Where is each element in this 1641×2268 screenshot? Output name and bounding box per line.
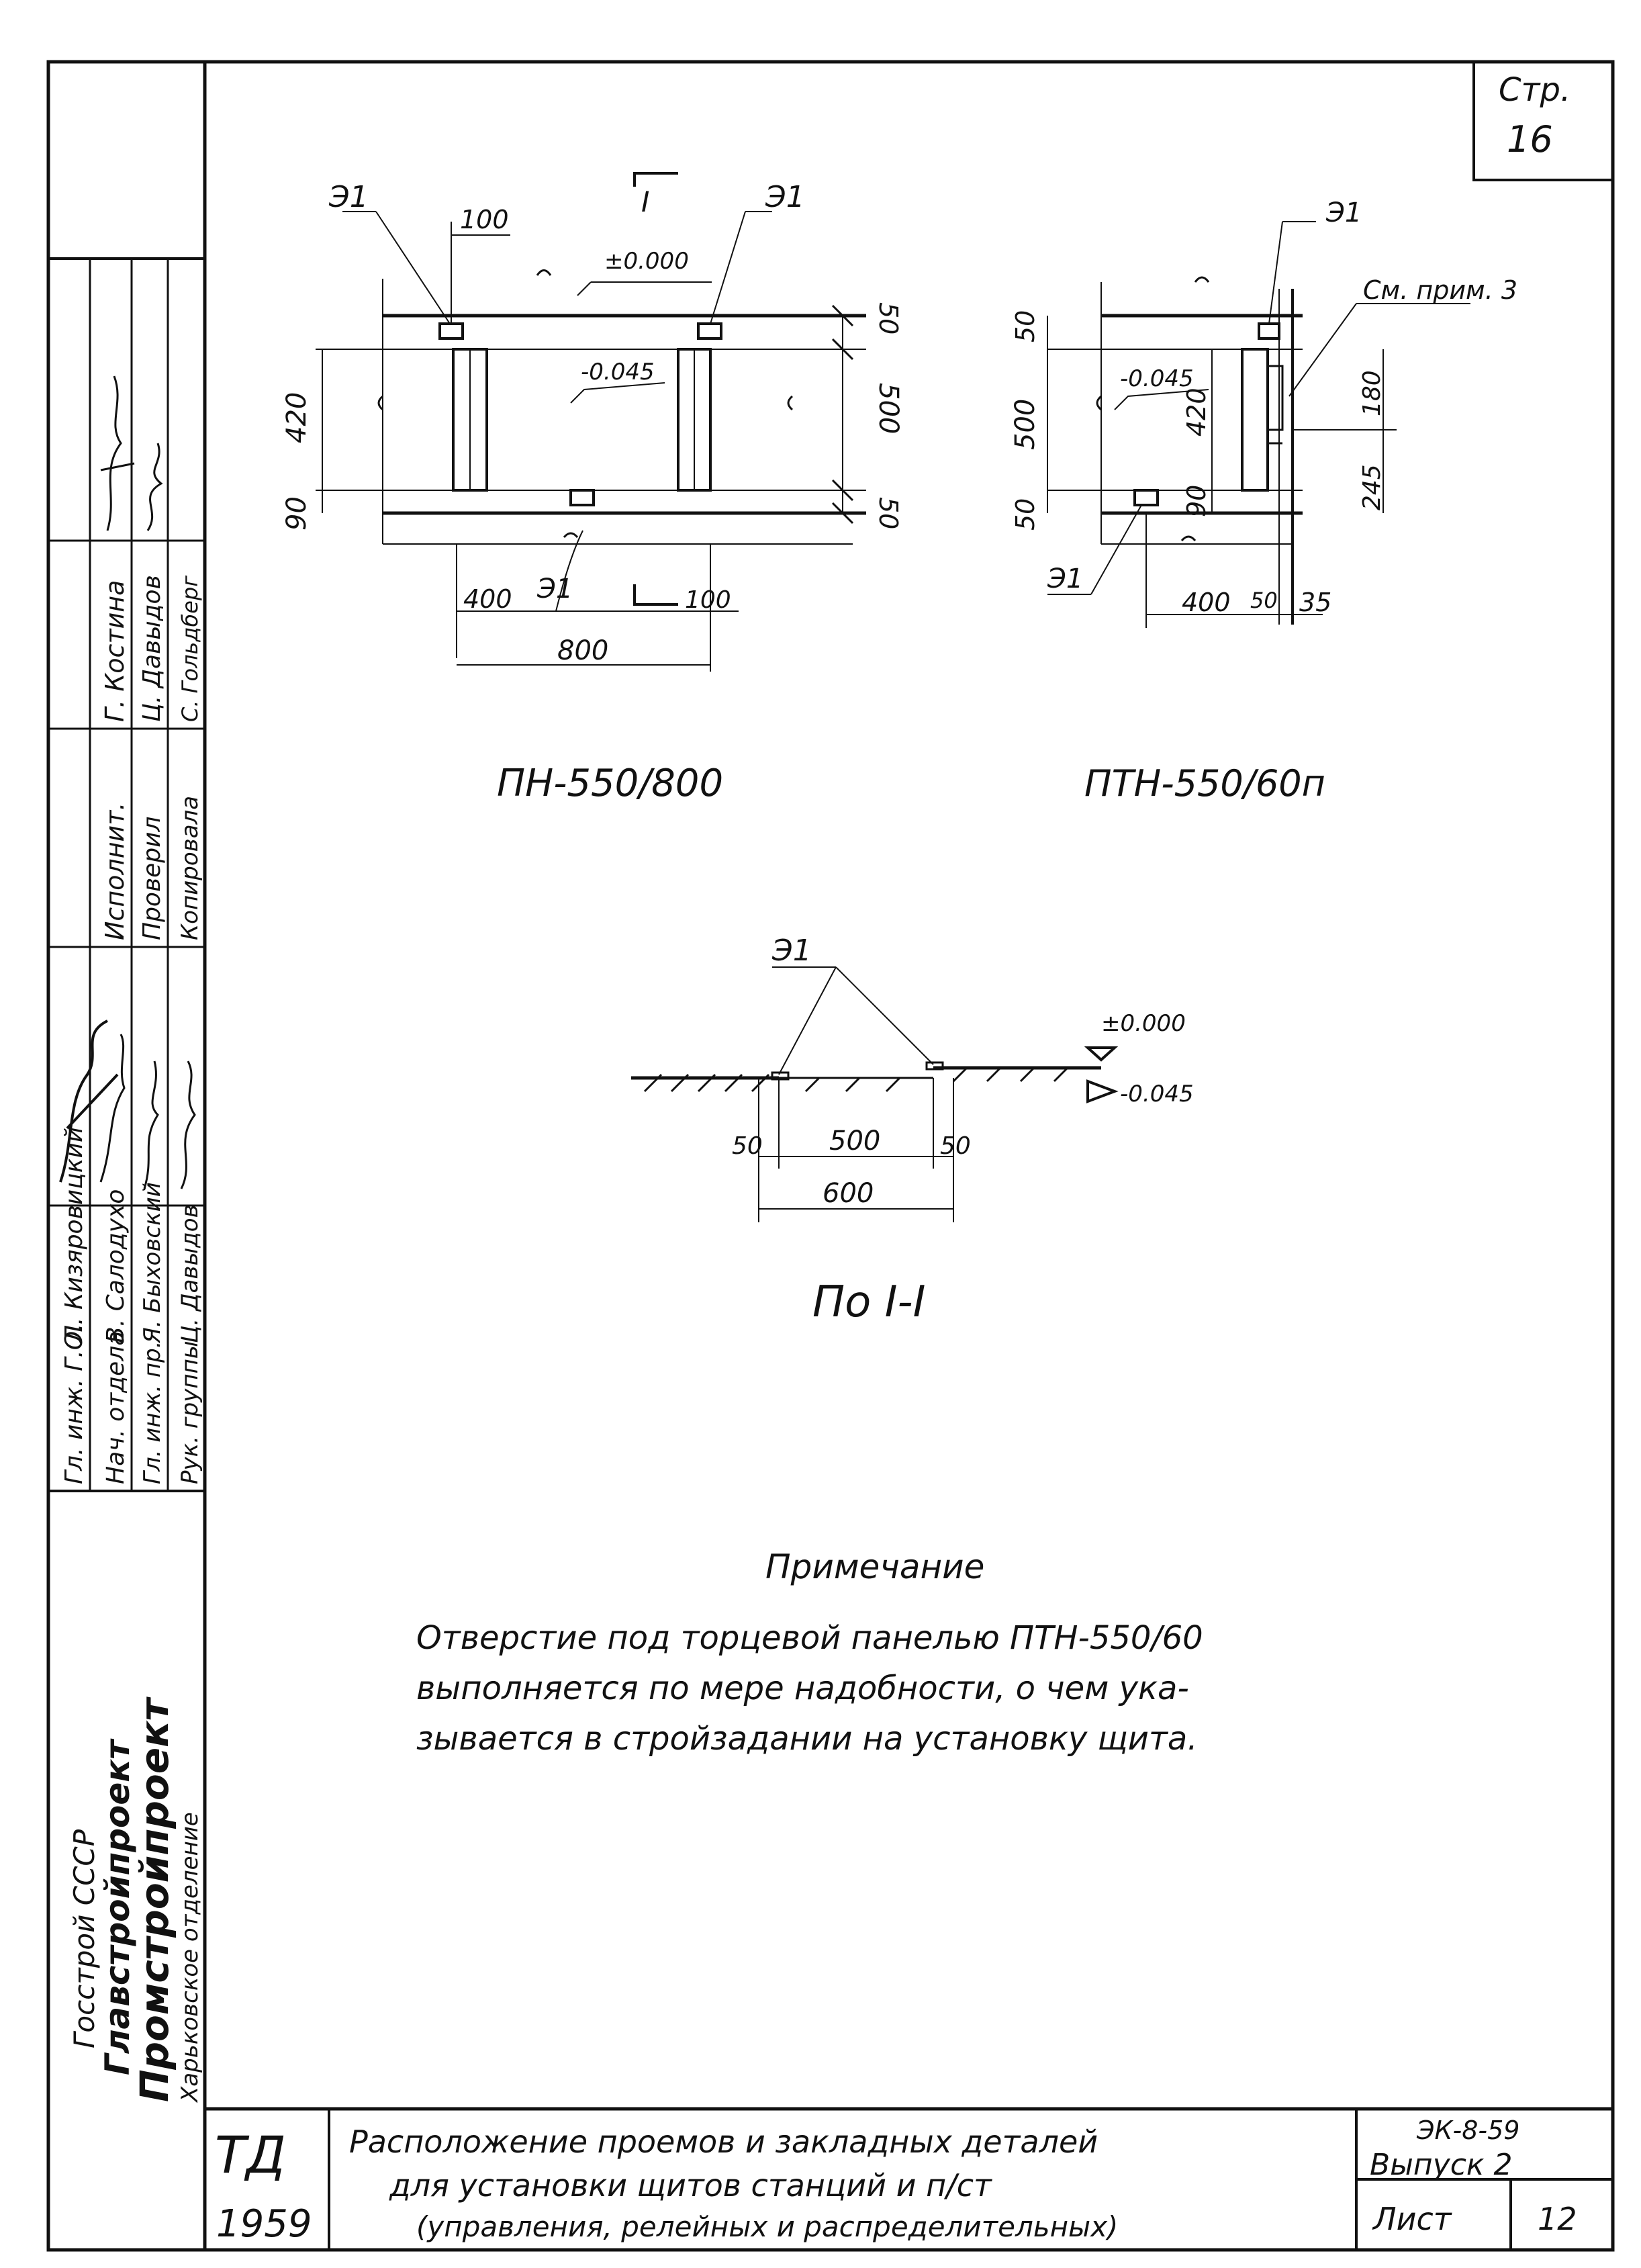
note-line-2: выполняется по мере надобности, о чем ука- xyxy=(416,1670,1189,1707)
staff2-role-2: Проверил xyxy=(138,816,166,940)
pn-dim-400: 400 xyxy=(463,584,512,614)
pn-caption: ПН-550/800 xyxy=(497,762,724,805)
ptn-dim-245: 245 xyxy=(1358,464,1386,510)
section-dim-600: 600 xyxy=(823,1178,874,1209)
ptn-level-pit: -0.045 xyxy=(1120,365,1194,392)
pn-level-top: ±0.000 xyxy=(604,248,689,275)
ptn-dim-420: 420 xyxy=(1182,388,1211,437)
title-line-3: (управления, релейных и распределительных) xyxy=(416,2210,1119,2243)
plan-ptn-550-60 xyxy=(1010,197,1517,805)
pn-dim-420: 420 xyxy=(281,392,312,443)
page-ref-label: Стр. xyxy=(1499,71,1571,109)
pn-dim-100-top: 100 xyxy=(460,205,509,234)
title-series: ЭК-8-59 xyxy=(1417,2116,1520,2145)
ptn-dim-500: 500 xyxy=(1010,398,1041,450)
page-reference xyxy=(1474,62,1613,180)
note-line-1: Отверстие под торцевой панелью ПТН-550/60 xyxy=(416,1619,1203,1657)
ptn-dim-50-bottom: 50 xyxy=(1011,498,1040,531)
staff-role-1: Гл. инж. Г.О. xyxy=(60,1323,88,1484)
title-line-2: для установки щитов станций и п/ст xyxy=(389,2167,992,2204)
pn-callout-right: Э1 xyxy=(765,180,805,214)
staff-role-2: Нач. отдела xyxy=(102,1330,130,1484)
section-caption: По I-I xyxy=(812,1277,926,1327)
note xyxy=(416,1547,1203,1758)
staff-name-3: Я. Быховский xyxy=(139,1182,166,1343)
ptn-callout-bottom: Э1 xyxy=(1047,563,1084,594)
signature-3 xyxy=(144,1061,158,1189)
section-level-pit: -0.045 xyxy=(1120,1081,1194,1107)
title-line-1: Расположение проемов и закладных деталей xyxy=(349,2124,1098,2160)
pn-dim-100-bottom: 100 xyxy=(685,586,731,614)
plan-pn-550-800 xyxy=(281,173,904,805)
org-line-2: Главстройпроект xyxy=(98,1739,137,2075)
section-dim-500: 500 xyxy=(829,1126,881,1156)
staff2-name-3: С. Гольдберг xyxy=(177,575,203,722)
org-line-4: Харьковское отделение xyxy=(177,1812,203,2102)
section-dim-50-right: 50 xyxy=(940,1132,971,1160)
pn-callout-left: Э1 xyxy=(329,180,369,214)
section-level-top: ±0.000 xyxy=(1101,1010,1186,1037)
title-sheet-label: Лист xyxy=(1373,2201,1452,2237)
staff2-name-2: Ц. Давыдов xyxy=(138,575,166,722)
staff2-role-1: Исполнит. xyxy=(100,802,130,940)
ptn-caption: ПТН-550/60п xyxy=(1084,762,1325,805)
signature-5 xyxy=(101,376,134,531)
staff2-role-3: Копировала xyxy=(177,795,203,940)
pn-level-pit: -0.045 xyxy=(581,359,655,385)
staff-name-1: Л. Кизяровицкий xyxy=(60,1126,88,1343)
pn-dim-90: 90 xyxy=(281,496,312,531)
pn-dim-800: 800 xyxy=(557,635,609,666)
section-1-1 xyxy=(631,934,1194,1327)
pn-callout-bottom: Э1 xyxy=(537,574,573,604)
org-line-3: Промстройпроект xyxy=(132,1698,177,2102)
staff-name-4: Ц. Давыдов xyxy=(177,1204,203,1343)
pn-dim-500: 500 xyxy=(873,383,904,435)
pn-dim-50-bottom: 50 xyxy=(874,497,903,530)
signature-6 xyxy=(148,443,161,531)
ptn-dim-35: 35 xyxy=(1299,588,1332,617)
staff-role-4: Рук. группы xyxy=(177,1341,203,1484)
title-block xyxy=(205,2109,1613,2250)
title-sheet-no: 12 xyxy=(1538,2201,1577,2237)
ptn-dim-50-top: 50 xyxy=(1011,310,1040,343)
pn-dim-50-top: 50 xyxy=(874,302,903,335)
ptn-dim-90: 90 xyxy=(1182,484,1211,517)
note-line-3: зывается в стройзадании на установку щита. xyxy=(416,1720,1198,1758)
org-line-1: Госстрой СССР xyxy=(68,1829,101,2048)
ptn-note-ref: См. прим. 3 xyxy=(1363,275,1518,305)
ptn-dim-180: 180 xyxy=(1358,370,1386,416)
title-issue: Выпуск 2 xyxy=(1370,2148,1513,2182)
signature-4 xyxy=(181,1061,195,1189)
note-title: Примечание xyxy=(765,1547,985,1586)
title-year: 1959 xyxy=(216,2202,312,2246)
ptn-callout-top: Э1 xyxy=(1326,197,1362,228)
pn-section-mark-top: I xyxy=(641,185,650,218)
ptn-dim-50: 50 xyxy=(1250,588,1278,613)
staff-name-2: В. Салодухо xyxy=(102,1189,130,1343)
ptn-dim-400: 400 xyxy=(1182,588,1231,617)
title-code: ТД xyxy=(215,2125,286,2185)
staff-role-3: Гл. инж. пр. xyxy=(139,1341,166,1484)
signature-column xyxy=(48,259,205,2103)
staff2-name-1: Г. Костина xyxy=(100,580,130,722)
page-ref-number: 16 xyxy=(1507,118,1553,161)
signature-2 xyxy=(101,1034,124,1182)
section-callout: Э1 xyxy=(772,934,812,968)
section-dim-50-left: 50 xyxy=(732,1132,763,1160)
